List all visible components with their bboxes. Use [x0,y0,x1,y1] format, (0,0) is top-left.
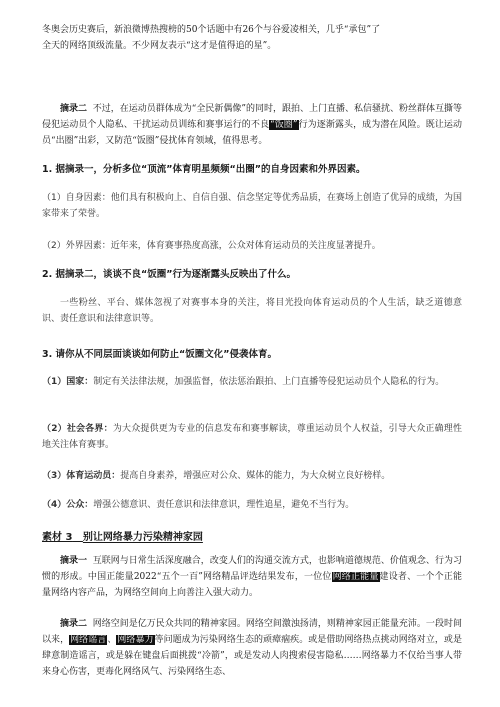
intro-line-1: 冬奥会历史赛后，新浪微博热搜榜的50个话题中有26个与谷爱凌相关，几乎“承包”了 [42,25,381,35]
excerpt-two-text-2: 粉丝群体互撕等侵犯运动员个人隐私、干扰运动员训练和赛事运行的不良 [42,104,462,130]
question-1-answer-1 [42,190,462,222]
m3-ex2-sep: 、 [107,635,117,645]
question-3-item-2 [42,421,462,453]
question-3-title: 3. 请你从不同层面谈谈如何防止“饭圈文化”侵袭体育。 [42,349,278,360]
m3-excerpt-1-label: 摘录一 [60,556,88,566]
question-3-item-3 [42,468,462,484]
item-1-text: 制定有关法律法规，加强监督，依法惩治跟拍、上门直播等侵犯运动员个人隐私的行为。 [93,377,445,387]
question-1-title: 1. 据摘录一，分析多位“顶流”体育明星频频“出圈”的自身因素和外界因素。 [42,164,366,175]
question-2-title: 2. 据摘录二，谈谈不良“饭圈”行为逐渐露头反映出了什么。 [42,269,297,280]
m3-ex2-text-5: 肉搜索侵害隐私……网络暴力不仅给当事人带来身心伤害，更毒化网络风气、污染网络生态、 [42,651,462,677]
highlight-network-positive-energy: 网络正能量 [332,572,379,582]
question-3-item-1 [42,374,462,390]
item-2-text: 为大众提供更为专业的信息发布和赛事解读，尊重运动员个人权益，引导大众正确理性地关注体育赛事。 [42,424,462,450]
excerpt-two-text-1: 不过，在运动员群体成为“全民新偶像”的同时，跟拍、上门直播、私信骚扰、 [92,104,399,114]
answer-2-label: （2）外界因素： [42,241,111,251]
m3-ex2-text-3: 等问题成为污染网络生态的顽瘴痼疾。或是借助 [154,635,345,645]
m3-ex1-text-3: 建设者、一个个正能量网络内容产品，为网络空间向上向善注入强大动力。 [42,572,462,598]
m3-ex2-text-1: 网络空间是亿万民众共同的精神家园。网络空间激浊扬清，则精神家园正能量 [92,619,399,629]
material-3-excerpt-2 [42,616,462,680]
question-3-item-4 [42,497,462,513]
answer-2-text: 近年来，体育赛事热度高涨，公众对体育运动员的关注度显著提升。 [110,241,381,251]
excerpt-two-paragraph [42,101,462,149]
material-3-excerpt-1 [42,553,462,601]
m3-ex1-text-2: 值观念、行为习惯的形成。中国正能量2022“五个一百”网络精品评选结果发布，一位位 [42,556,462,582]
item-4-text: 增强公德意识、责任意识和法律意识，理性追星，避免不当行为。 [93,500,355,510]
m3-ex2-text-4: 网络热点挑动网络对立，或是肆意制造谣言，或是躲在键盘后面挑拨“冷箭”，或是发动人 [42,635,462,661]
highlight-network-rumor: 网络谣言 [70,635,107,645]
excerpt-two-text-4: 露头，成为潜在风险。既让运动员“出圈”出彩，又防范“饭圈”侵扰体育领域，值得思考。 [42,120,462,146]
excerpt-two-text [42,101,462,149]
excerpt-two-text-3: 行为逐渐 [298,120,335,130]
material-3-heading [42,531,462,545]
answer-1-label: （1）自身因素： [42,193,111,203]
item-4-label: （4）公众： [42,500,94,510]
item-2-label: （2）社会各界： [42,424,113,434]
m3-excerpt-2-label: 摘录二 [60,619,88,629]
material-3-label: 素材 3 [42,532,73,543]
intro-line-2: 全天的网络顶级流量。不少网友表示“这才是值得追的星”。 [42,41,277,51]
answer-1-text: 他们具有积极向上、自信自强、信念坚定等优秀品质，在赛场上创造了优异的成绩，为国家带来了荣誉。 [42,193,462,219]
excerpt-two-label: 摘录二 [60,104,88,114]
material-3-title: 别让网络暴力污染精神家园 [82,532,203,543]
item-1-label: （1）国家： [42,377,94,387]
item-3-label: （3）体育运动员： [42,471,121,481]
question-2-answer: 一些粉丝、平台、媒体忽视了对赛事本身的关注，将目光投向体育运动员的个人生活，缺乏道德意识、责任意识和法律意识等。 [42,298,462,324]
m3-ex2-text-2: 充沛。一段时间以来， [42,619,462,645]
intro-paragraph [42,22,462,54]
highlight-network-violence: 网络暴力 [117,635,154,645]
highlight-fanquan: “饭圈” [270,120,298,130]
item-3-text: 提高自身素养，增强应对公众、媒体的能力，为大众树立良好榜样。 [120,471,391,481]
m3-ex1-text-1: 互联网与日常生活深度融合，改变人们的沟通交流方式，也影响道德规范、价 [92,556,399,566]
question-1-answer-2 [42,238,462,254]
